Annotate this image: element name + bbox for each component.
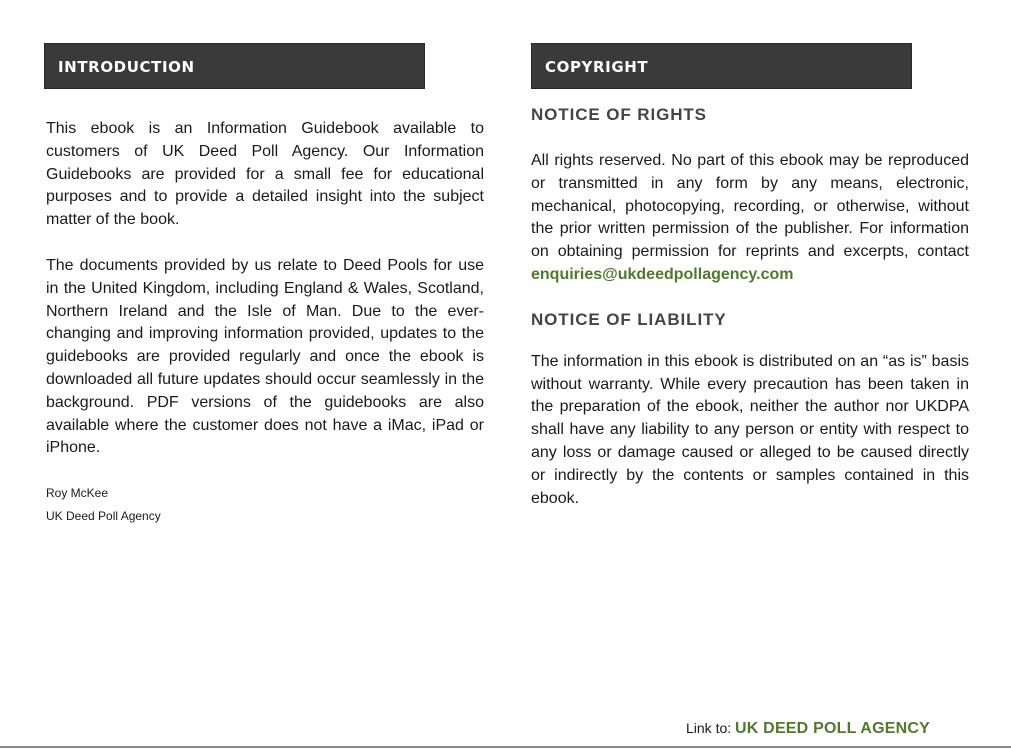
notice-of-rights-body: All rights reserved. No part of this ebook may be reproduced or transmitted in any form by any means, electronic, mechanical, photocopying, recording, or otherwise, without the prior written permission of the publisher. For information on obtaining permission for reprints and excerpts, contact — [531, 152, 969, 261]
notice-of-rights-heading: NOTICE OF RIGHTS — [531, 105, 707, 124]
introduction-paragraph-2: The documents provided by us relate to Deed Pools for use in the United Kingdom, including England & Wales, Scotland, Northern Ireland and the Isle of Man. Due to the ever-changing and improving information provided, updates to the guidebooks are provided regularly and once the ebook is downloaded all future updates should occur seamlessly in the background. PDF versions of the guidebooks are also available where the customer does not have a iMac, iPad or iPhone. — [46, 256, 484, 457]
uk-deed-poll-agency-link[interactable]: UK DEED POLL AGENCY — [735, 720, 930, 737]
notice-of-liability-heading: NOTICE OF LIABILITY — [531, 309, 727, 329]
enquiries-email-link[interactable]: enquiries@ukdeedpollagency.com — [531, 265, 794, 283]
bottom-divider — [0, 746, 1011, 748]
signature-organization: UK Deed Poll Agency — [46, 509, 161, 524]
introduction-paragraph-1: This ebook is an Information Guidebook available to customers of UK Deed Poll Agency. Our Information Guidebooks are provided for a small fee for educational purposes and to provide a detailed insight into the subject matter of the book. — [46, 120, 484, 229]
introduction-header: INTRODUCTION — [44, 43, 425, 89]
notice-of-liability-text: The information in this ebook is distributed on an “as is” basis without warranty. While every precaution has been taken in the preparation of the ebook, neither the author nor UKDPA shall have any liability to any person or entity with respect to any loss or damage caused or alleged to be caused directly or indirectly by the contents or samples contained in this ebook. — [531, 352, 969, 507]
copyright-header: COPYRIGHT — [531, 43, 912, 89]
notice-of-rights-text — [531, 150, 969, 287]
footer-link-prefix: Link to: — [686, 720, 736, 736]
footer-link — [686, 720, 930, 738]
copyright-column — [531, 43, 969, 510]
introduction-column — [44, 43, 484, 528]
signature-name: Roy McKee — [46, 486, 109, 501]
